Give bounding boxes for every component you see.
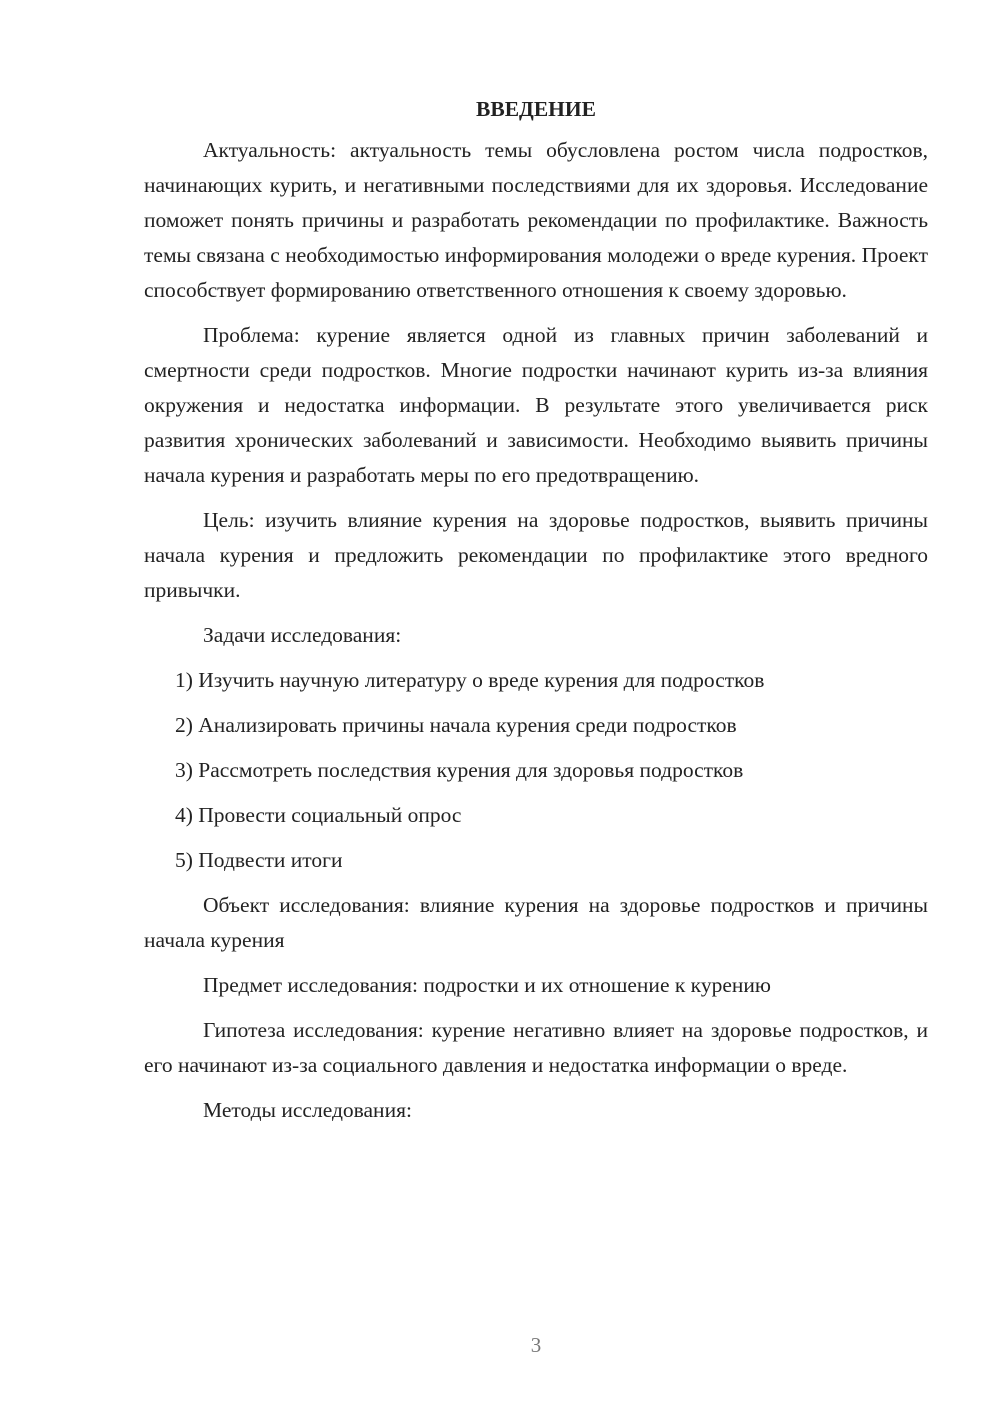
list-item: 2) Анализировать причины начала курения среди подростков <box>175 713 737 737</box>
page-content <box>144 92 928 1138</box>
page-number: 3 <box>530 1333 542 1357</box>
object-paragraph: Объект исследования: влияние курения на здоровье подростков и причины начала курения <box>144 893 928 952</box>
section-heading: ВВЕДЕНИЕ <box>476 97 596 121</box>
list-item: 3) Рассмотреть последствия курения для здоровья подростков <box>175 758 744 782</box>
hypothesis-paragraph: Гипотеза исследования: курение негативно влияет на здоровье подростков, и его начинают из-за социального давления и недостатка информации о вреде. <box>144 1018 928 1077</box>
tasks-list <box>144 663 928 878</box>
problem-paragraph: Проблема: курение является одной из главных причин заболеваний и смертности среди подростков. Многие подростки начинают курить из-за влияния окружения и недостатка информации. В результате этого увеличивается риск развития хронических заболеваний и зависимости. Необходимо выявить причины начала курения и разработать меры по его предотвращению. <box>144 323 928 487</box>
tasks-heading: Задачи исследования: <box>203 623 402 647</box>
list-item: 4) Провести социальный опрос <box>175 803 462 827</box>
subject-paragraph: Предмет исследования: подростки и их отношение к курению <box>203 973 771 997</box>
goal-paragraph: Цель: изучить влияние курения на здоровье подростков, выявить причины начала курения и предложить рекомендации по профилактике этого вредного привычки. <box>144 508 928 602</box>
list-item: 5) Подвести итоги <box>175 848 343 872</box>
methods-heading: Методы исследования: <box>203 1098 412 1122</box>
relevance-paragraph: Актуальность: актуальность темы обусловлена ростом числа подростков, начинающих курить, и негативными последствиями для их здоровья. Исследование поможет понять причины и разработать рекомендации по профилактике. Важность темы связана с необходимостью информирования молодежи о вреде курения. Проект способствует формированию ответственного отношения к своему здоровью. <box>144 138 928 302</box>
list-item: 1) Изучить научную литературу о вреде курения для подростков <box>175 668 765 692</box>
